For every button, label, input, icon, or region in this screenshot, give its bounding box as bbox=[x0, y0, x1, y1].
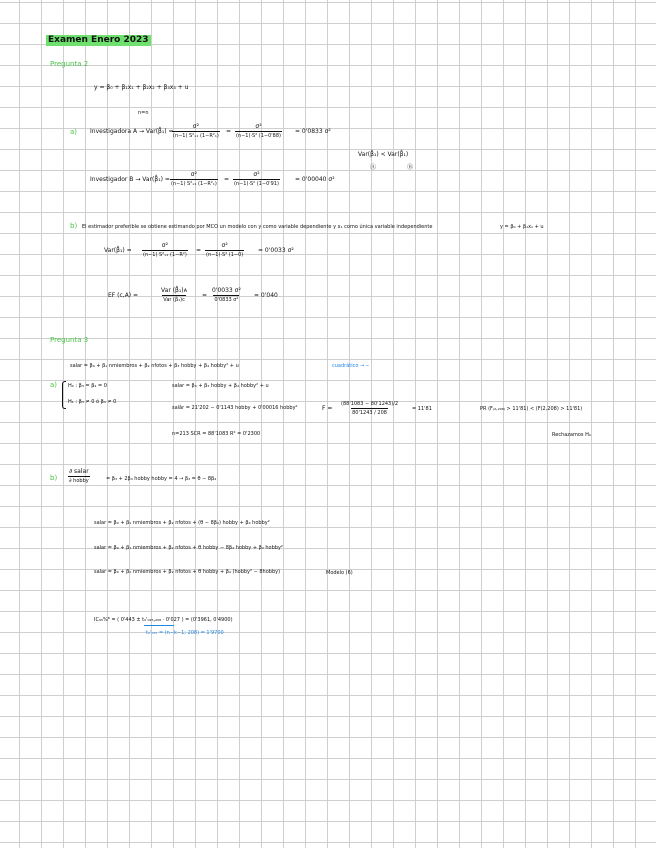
q3-critical-value-note: t₀'₀₂₅ = (n−k−1; 208) = 1'9700 bbox=[146, 630, 224, 636]
q3-part-a-label: a) bbox=[50, 381, 58, 389]
q2-circled-b: Ⓑ bbox=[407, 164, 414, 171]
q2-efficiency-equals: = bbox=[202, 292, 208, 299]
q3-model-equation: salar = β₀ + β₁ nmiembros + β₂ nfotos + β₃ hobby + β₄ hobby² + u bbox=[70, 363, 239, 369]
q2-efficiency-result: = 0'040 bbox=[254, 292, 278, 299]
q3-decision: Rechazamos H₀ bbox=[552, 432, 591, 438]
q3-p-value: PR (F₍₂,₂₀₈₎ > 11'81) < (F(2,208) > 11'81) bbox=[480, 406, 583, 412]
q2-inv-b-fraction-1: σ² (n−1) S²ₓ₁ (1−R²₁) bbox=[171, 171, 217, 187]
q3-f-label: F = bbox=[322, 405, 333, 412]
q2-inv-a-result: = 0'0833 σ² bbox=[295, 128, 331, 135]
q3-derivative-fraction: ∂ salar ∂ hobby bbox=[69, 468, 89, 484]
q3-model-statistics: n=213 SCR = 88'1083 R² = 0'2300 bbox=[172, 431, 261, 437]
question-3-heading: Pregunta 3 bbox=[50, 336, 89, 344]
q2-part-b-text: El estimador preferible se obtiene estimando por MCO un modelo con y como variable dependiente y x₁ como única variable independiente bbox=[82, 224, 433, 230]
q3-restricted-model: salar = β₀ + β₃ hobby + β₄ hobby² + u bbox=[172, 383, 269, 389]
q2-inv-b-fraction-2: σ² (n−1)·S² (1−0'91) bbox=[234, 171, 279, 187]
q3-reparam-line-1: salar = β₀ + β₁ nmiembros + β₂ nfotos + (θ − 8β₄) hobby + β₄ hobby² bbox=[94, 520, 270, 526]
q2-inv-a-fraction-1: σ² (n−1) S²ₓ₁ (1−R²₁) bbox=[173, 123, 219, 139]
q3-alternative-hypothesis: H₁ : β₃ ≠ 0 ó β₄ ≠ 0 bbox=[68, 399, 117, 405]
q3-reparam-line-3: salar = β₀ + β₁ nmiembros + β₂ nfotos + θ hobby + β₄ (hobby² − 8hobby) bbox=[94, 569, 281, 575]
q2-b-equals: = bbox=[196, 247, 202, 254]
q3-hypothesis-brace bbox=[62, 381, 66, 409]
q2-inv-b-result: = 0'00040 σ² bbox=[295, 176, 335, 183]
q2-investigator-b-label: Investigador B → Var(β̂₁) = bbox=[90, 176, 170, 183]
q3-estimated-model: salâr = 21'202 − 0'1143 hobby + 0'00016 hobby² bbox=[172, 405, 298, 411]
q2-investigator-a-label: Investigadora A → Var(β̂₁) = bbox=[90, 128, 174, 135]
q2-variance-comparison: Var(β̂₁) < Var(β̂₁) bbox=[358, 151, 409, 158]
q3-f-result: = 11'81 bbox=[412, 406, 432, 412]
q2-b-fraction-2: σ² (n−1)·S² (1−0) bbox=[206, 242, 244, 258]
q2-efficiency-fraction-1: Var (β̂₁)ᴀ Var (β̂₁)c bbox=[161, 287, 188, 303]
q3-null-hypothesis: H₀ : β₃ = β₄ = 0 bbox=[68, 383, 107, 389]
q3-f-fraction: $\frac{(88'1083 - 80'1243)/2}{80'1243 / 208}$ bbox=[341, 401, 399, 416]
q3-quadratic-note: cuadrático → ⌣ bbox=[332, 363, 370, 369]
page-title: Examen Enero 2023 bbox=[48, 35, 149, 45]
q2-inv-a-fraction-2: σ² (n−1)·S² (1−0'88) bbox=[236, 123, 281, 139]
q2-b-fraction-1: σ² (n−1) S²ₓ₁ (1−R²) bbox=[143, 242, 187, 258]
q2-efficiency-fraction-2: 0'0033 σ² 0'0833 σ² bbox=[212, 287, 241, 303]
q3-critical-value-underline bbox=[144, 625, 174, 626]
q3-confidence-interval: IC₉₅%ᶿ = ( 0'443 ± t₀'₀₂₅,₂₀₈ · 0'027 ) = (0'3961, 0'4900) bbox=[94, 617, 233, 623]
q2-inv-a-equals: = bbox=[226, 128, 232, 135]
q2-circled-a: Ⓐ bbox=[370, 164, 377, 171]
q2-part-b-model: y = β₀ + β₁x₁ + u bbox=[500, 224, 544, 230]
q2-part-b-label: b) bbox=[70, 222, 78, 230]
q2-part-a-label: a) bbox=[70, 128, 78, 136]
q3-derivative-rhs: = β₃ + 2β₄ hobby hobby = 4 → β₃ = θ − 8β₄ bbox=[106, 476, 217, 482]
q2-model-equation: y = β₀ + β₁x₁ + β₂x₂ + β₃x₃ + u bbox=[94, 84, 189, 91]
q3-reparam-line-2: salar = β₀ + β₁ nmiembros + β₂ nfotos + θ hobby − 8β₄ hobby + β₄ hobby² bbox=[94, 545, 283, 551]
q2-efficiency-label: EF (c,A) = bbox=[108, 292, 139, 299]
q3-part-b-label: b) bbox=[50, 474, 58, 482]
question-2-heading: Pregunta 2 bbox=[50, 60, 89, 68]
q2-sample-size: n=n bbox=[138, 110, 149, 116]
q3-model-tag: Modelo (6) bbox=[326, 570, 353, 576]
q2-b-variance-label: Var(β̂₁) = bbox=[104, 247, 132, 254]
q2-inv-b-equals: = bbox=[224, 176, 230, 183]
q2-b-result: = 0'0033 σ² bbox=[258, 247, 294, 254]
